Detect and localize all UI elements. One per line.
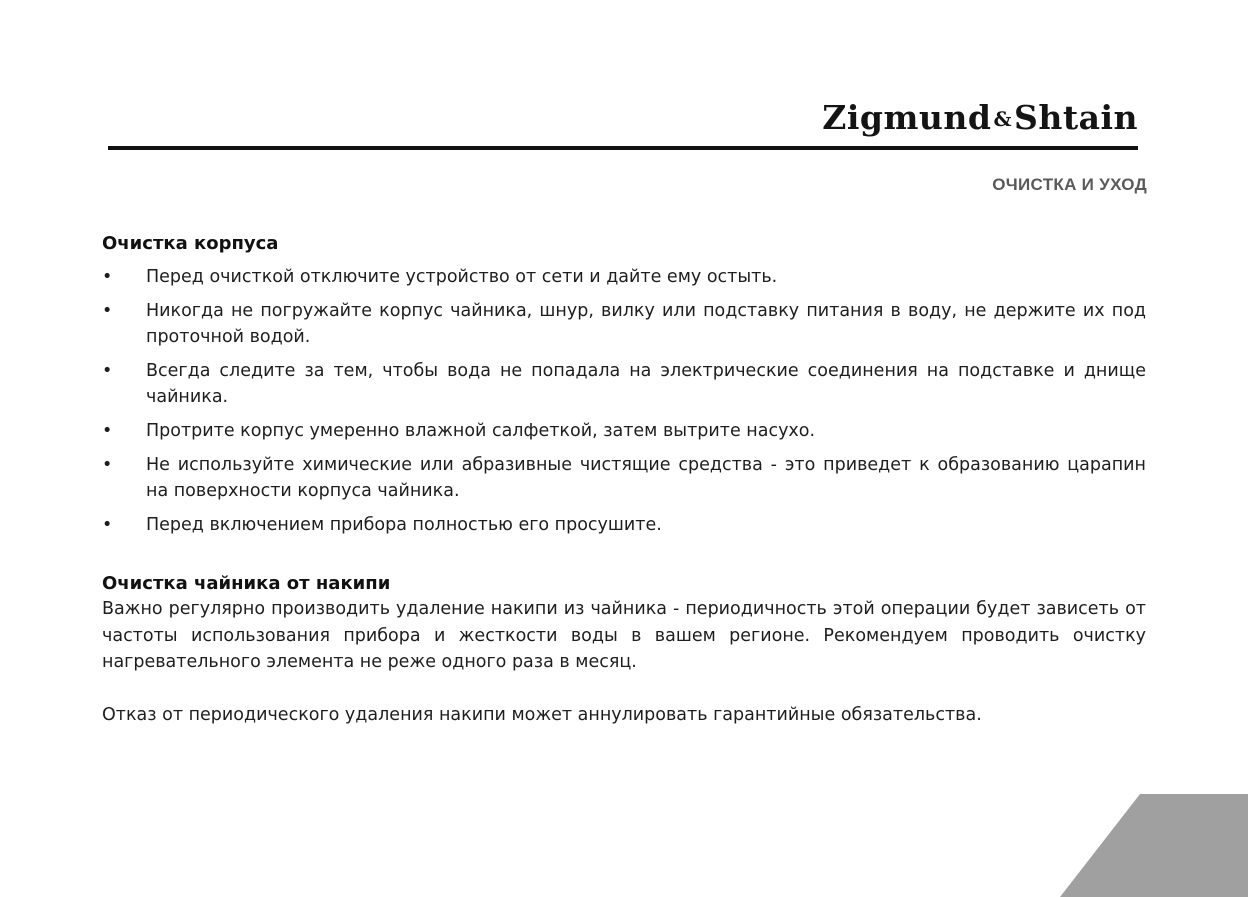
- list-item: [102, 452, 1146, 504]
- body-cleaning-heading: Очистка корпуса: [102, 233, 279, 254]
- list-item-text: Не используйте химические или абразивные чистящие средства - это приведет к образованию царапин на поверхности корпуса чайника.: [146, 455, 1146, 501]
- bullet-icon: •: [102, 455, 113, 475]
- list-item: [102, 264, 1146, 290]
- descaling-paragraph: Важно регулярно производить удаление накипи из чайника - периодичность этой операции будет зависеть от частоты использования прибора и жесткости воды в вашем регионе. Рекомендуем проводить очистку нагревательного элемента не реже одного раза в месяц.: [102, 599, 1146, 672]
- header-divider: [108, 146, 1138, 150]
- bullet-icon: •: [102, 515, 113, 535]
- list-item: [102, 512, 1146, 538]
- brand-logo-part2: Shtain: [1014, 98, 1138, 137]
- bullet-icon: •: [102, 301, 113, 321]
- brand-logo: [822, 98, 1138, 137]
- brand-logo-ampersand: &: [993, 107, 1013, 131]
- list-item-text: Никогда не погружайте корпус чайника, шнур, вилку или подставку питания в воду, не держите их под проточной водой.: [146, 301, 1146, 347]
- section-title: ОЧИСТКА И УХОД: [992, 175, 1147, 194]
- descaling-heading: Очистка чайника от накипи: [102, 573, 391, 594]
- bullet-icon: •: [102, 421, 113, 441]
- list-item: [102, 298, 1146, 350]
- list-item-text: Протрите корпус умеренно влажной салфеткой, затем вытрите насухо.: [146, 421, 816, 441]
- list-item: [102, 418, 1146, 444]
- bullet-icon: •: [102, 267, 113, 287]
- bullet-icon: •: [102, 361, 113, 381]
- warranty-note: Отказ от периодического удаления накипи может аннулировать гарантийные обязательства.: [102, 704, 982, 725]
- list-item-text: Перед очисткой отключите устройство от сети и дайте ему остыть.: [146, 267, 778, 287]
- list-item-text: Перед включением прибора полностью его просушите.: [146, 515, 662, 535]
- page-content: [102, 232, 1146, 728]
- brand-logo-part1: Zigmund: [822, 98, 992, 137]
- page-corner-decoration: [1060, 794, 1248, 897]
- list-item: [102, 358, 1146, 410]
- descaling-section: [102, 572, 1146, 728]
- list-item-text: Всегда следите за тем, чтобы вода не попадала на электрические соединения на подставке и днище чайника.: [146, 361, 1146, 407]
- body-cleaning-list: [102, 264, 1146, 538]
